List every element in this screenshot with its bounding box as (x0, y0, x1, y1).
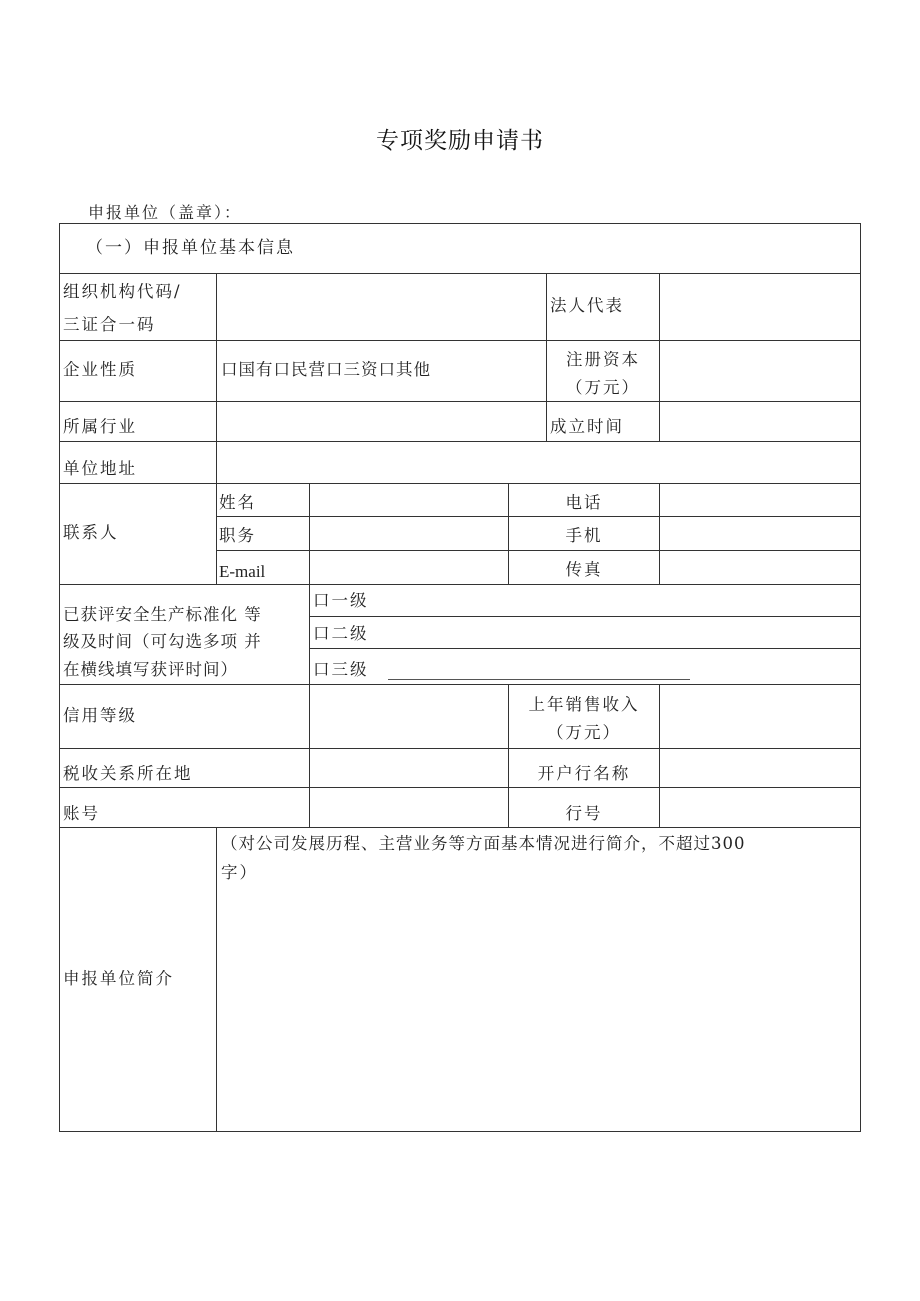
column-divider (659, 483, 660, 584)
column-divider (216, 483, 217, 584)
safety-level-3-option[interactable]: 口三级 (313, 660, 369, 679)
label-address: 单位地址 (63, 459, 137, 478)
label-registered-capital-unit: （万元） (566, 378, 640, 397)
label-bank-number: 行号 (565, 804, 603, 823)
label-position: 职务 (219, 526, 256, 545)
column-divider (309, 483, 310, 584)
label-bank-name: 开户行名称 (537, 764, 631, 783)
row-divider (59, 684, 861, 685)
intro-text-area[interactable] (217, 890, 860, 1130)
row-divider (59, 748, 861, 749)
row-divider (216, 516, 861, 517)
label-established: 成立时间 (550, 417, 624, 436)
intro-hint: 字） (221, 863, 258, 882)
label-registered-capital: 注册资本 (566, 350, 640, 369)
column-divider (659, 684, 660, 827)
label-tax-location: 税收关系所在地 (63, 764, 193, 783)
label-intro: 申报单位简介 (63, 969, 174, 988)
row-divider (59, 483, 861, 484)
row-divider (59, 441, 861, 442)
label-email: E-mail (219, 562, 266, 581)
label-credit: 信用等级 (63, 706, 137, 725)
row-divider (309, 648, 861, 649)
row-divider (309, 616, 861, 617)
column-divider (659, 273, 660, 441)
label-safety: 级及时间（可勾选多项 并 (63, 632, 262, 651)
label-org-code: 组织机构代码/ (63, 282, 182, 301)
safety-level-1-option[interactable]: 口一级 (313, 591, 369, 610)
intro-hint: （对公司发展历程、主营业务等方面基本情况进行简介，不超过300 (221, 834, 746, 853)
label-safety: 在横线填写获评时间） (63, 660, 238, 679)
row-divider (216, 550, 861, 551)
page-title: 专项奖励申请书 (376, 128, 544, 154)
label-last-year-sales: 上年销售收入 (528, 695, 640, 714)
row-divider (59, 584, 861, 585)
label-mobile: 手机 (565, 526, 603, 545)
row-divider (59, 340, 861, 341)
label-account: 账号 (63, 804, 100, 823)
label-enterprise-type: 企业性质 (63, 360, 137, 379)
column-divider (309, 584, 310, 827)
row-divider (59, 787, 861, 788)
section-title: （一）申报单位基本信息 (86, 238, 295, 258)
safety-level-2-option[interactable]: 口二级 (313, 624, 369, 643)
row-divider (59, 401, 861, 402)
label-org-code: 三证合一码 (63, 315, 156, 334)
column-divider (216, 273, 217, 484)
safety-date-underline[interactable] (388, 679, 690, 680)
label-fax: 传真 (565, 560, 603, 579)
label-industry: 所属行业 (63, 417, 137, 436)
label-last-year-sales-unit: （万元） (547, 723, 621, 742)
label-phone: 电话 (565, 493, 603, 512)
label-legal-rep: 法人代表 (550, 296, 624, 315)
label-name: 姓名 (219, 493, 256, 512)
enterprise-type-options[interactable]: 口国有口民营口三资口其他 (221, 360, 431, 379)
label-contact: 联系人 (63, 523, 119, 542)
row-divider (59, 827, 861, 828)
row-divider (59, 273, 861, 274)
label-safety: 已获评安全生产标准化 等 (63, 605, 262, 624)
column-divider (546, 401, 547, 441)
applicant-stamp-label: 申报单位（盖章）： (88, 203, 243, 222)
